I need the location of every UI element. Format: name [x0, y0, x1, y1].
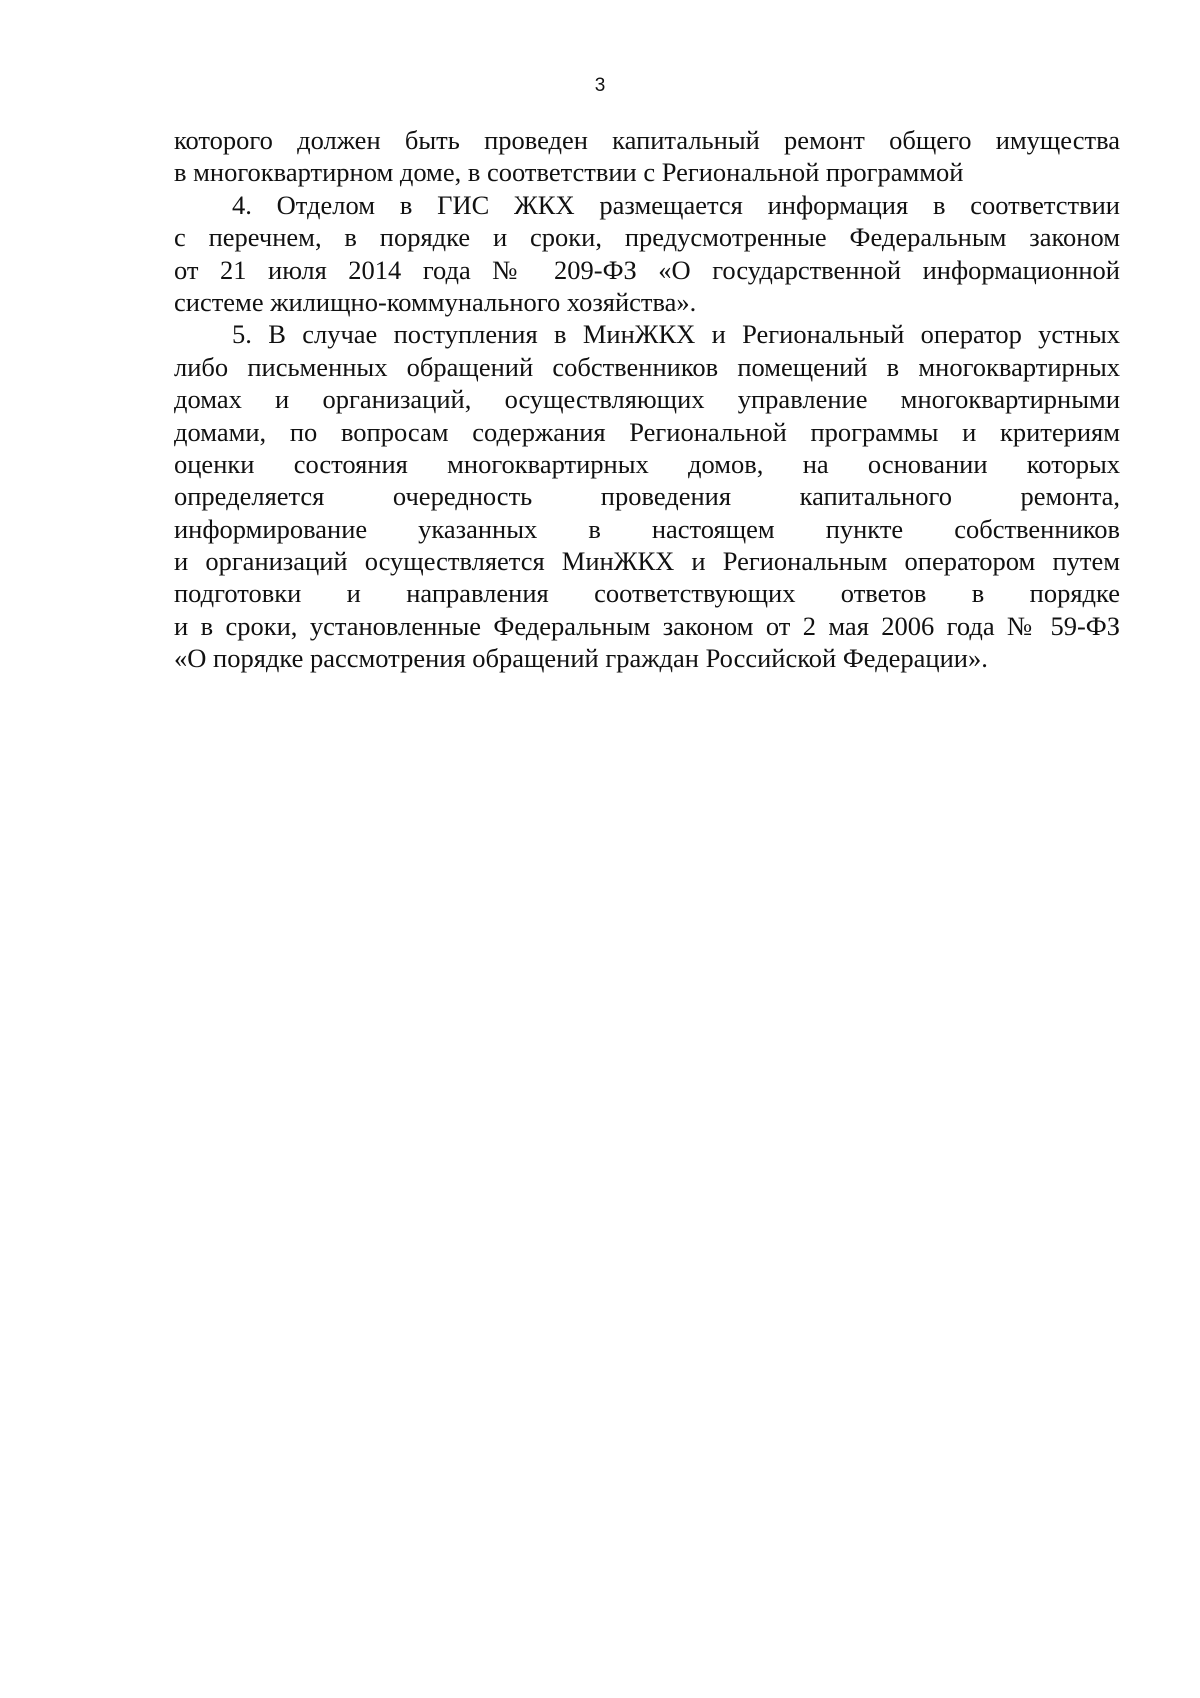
text-line: в многоквартирном доме, в соответствии с Региональной программой — [174, 157, 964, 188]
text-line: подготовки и направления соответствующих ответов в порядке — [174, 578, 1120, 609]
paragraph-continuation — [174, 124, 1120, 189]
text-line: от 21 июля 2014 года № 209-ФЗ «О государственной информационной — [174, 254, 1120, 285]
text-line: с перечнем, в порядке и сроки, предусмотренные Федеральным законом — [174, 222, 1120, 253]
text-line: информирование указанных в настоящем пункте собственников — [174, 513, 1120, 544]
text-line: и в сроки, установленные Федеральным законом от 2 мая 2006 года № 59-ФЗ — [174, 610, 1120, 641]
text-line: 5. В случае поступления в МинЖКХ и Региональный оператор устных — [232, 319, 1120, 350]
document-body — [174, 124, 1120, 675]
text-line: и организаций осуществляется МинЖКХ и Региональным оператором путем — [174, 546, 1120, 577]
text-line: домами, по вопросам содержания Региональной программы и критериям — [174, 416, 1120, 447]
text-line: которого должен быть проведен капитальный ремонт общего имущества — [174, 125, 1120, 155]
paragraph-item-4 — [174, 189, 1120, 319]
text-line: оценки состояния многоквартирных домов, на основании которых — [174, 448, 1120, 479]
paragraph-item-5 — [174, 318, 1120, 674]
text-line: определяется очередность проведения капитального ремонта, — [174, 481, 1120, 512]
text-line: системе жилищно-коммунального хозяйства». — [174, 286, 697, 317]
text-line: либо письменных обращений собственников помещений в многоквартирных — [174, 351, 1120, 382]
page-number: 3 — [594, 75, 606, 96]
text-line: домах и организаций, осуществляющих управление многоквартирными — [174, 384, 1120, 415]
text-line: «О порядке рассмотрения обращений граждан Российской Федерации». — [174, 643, 988, 674]
text-line: 4. Отделом в ГИС ЖКХ размещается информация в соответствии — [232, 189, 1120, 220]
